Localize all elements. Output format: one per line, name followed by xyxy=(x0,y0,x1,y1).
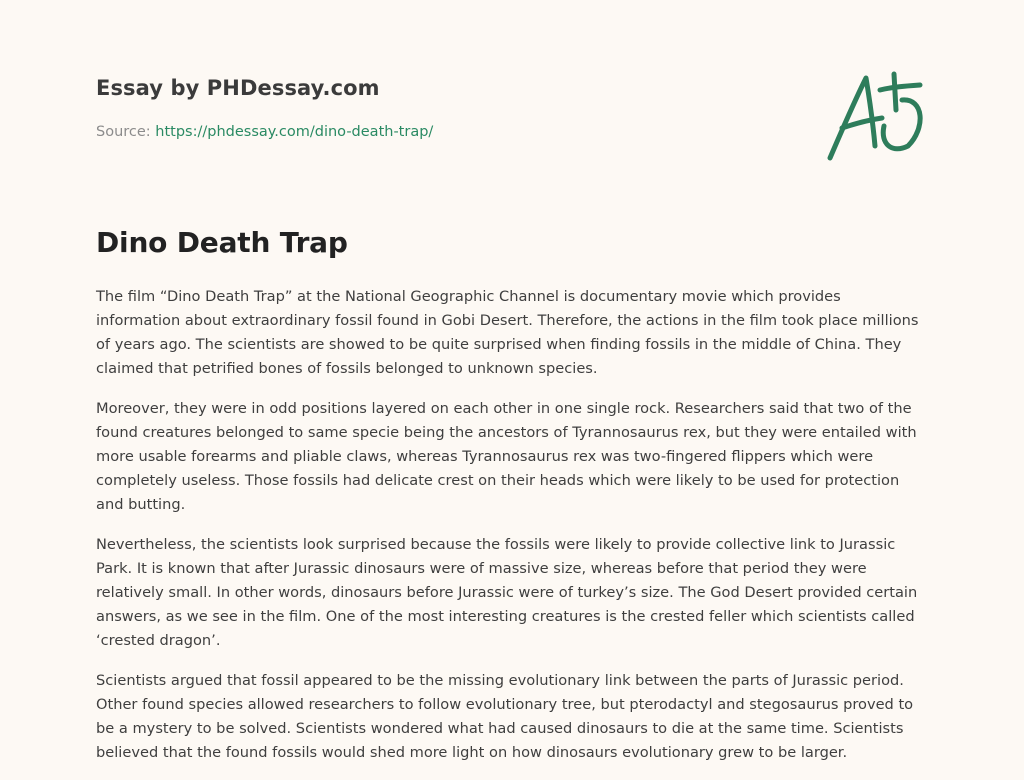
essay-body xyxy=(96,285,926,780)
essay-paragraph: Scientists argued that fossil appeared to be the missing evolutionary link between the parts of Jurassic period. Other found species allowed researchers to follow evolutionary tree, but pterodactyl and stegosaurus proved to be a mystery to be solved. Scientists wondered what had caused dinosaurs to die at the same time. Scientists believed that the found fossils would shed more light on how dinosaurs evolutionary grew to be larger. xyxy=(96,672,914,761)
essay-paragraph: Moreover, they were in odd positions layered on each other in one single rock. Researchers said that two of the found creatures belonged to same specie being the ancestors of Tyrannosaurus rex, but they were entailed with more usable forearms and pliable claws, whereas Tyrannosaurus rex was two-fingered flippers which were completely useless. Those fossils had delicate crest on their heads which were likely to be used for protection and butting. xyxy=(96,400,917,513)
essay-paragraph: Nevertheless, the scientists look surprised because the fossils were likely to provide collective link to Jurassic Park. It is known that after Jurassic dinosaurs were of massive size, whereas before that period they were relatively small. In other words, dinosaurs before Jurassic were of turkey’s size. The God Desert provided certain answers, as we see in the film. One of the most interesting creatures is the crested feller which scientists called ‘crested dragon’. xyxy=(96,536,918,649)
essay-title: Dino Death Trap xyxy=(96,226,348,259)
source-label: Source: xyxy=(96,124,151,140)
essay-paragraph: The film “Dino Death Trap” at the National Geographic Channel is documentary movie which provides information about extraordinary fossil found in Gobi Desert. Therefore, the actions in the film took place millions of years ago. The scientists are showed to be quite surprised when finding fossils in the middle of China. They claimed that petrified bones of fossils belonged to unknown species. xyxy=(96,288,919,377)
source-link[interactable]: https://phdessay.com/dino-death-trap/ xyxy=(155,124,434,140)
source-line xyxy=(96,124,433,140)
a-plus-logo-icon xyxy=(820,66,932,166)
site-title: Essay by PHDessay.com xyxy=(96,76,380,100)
